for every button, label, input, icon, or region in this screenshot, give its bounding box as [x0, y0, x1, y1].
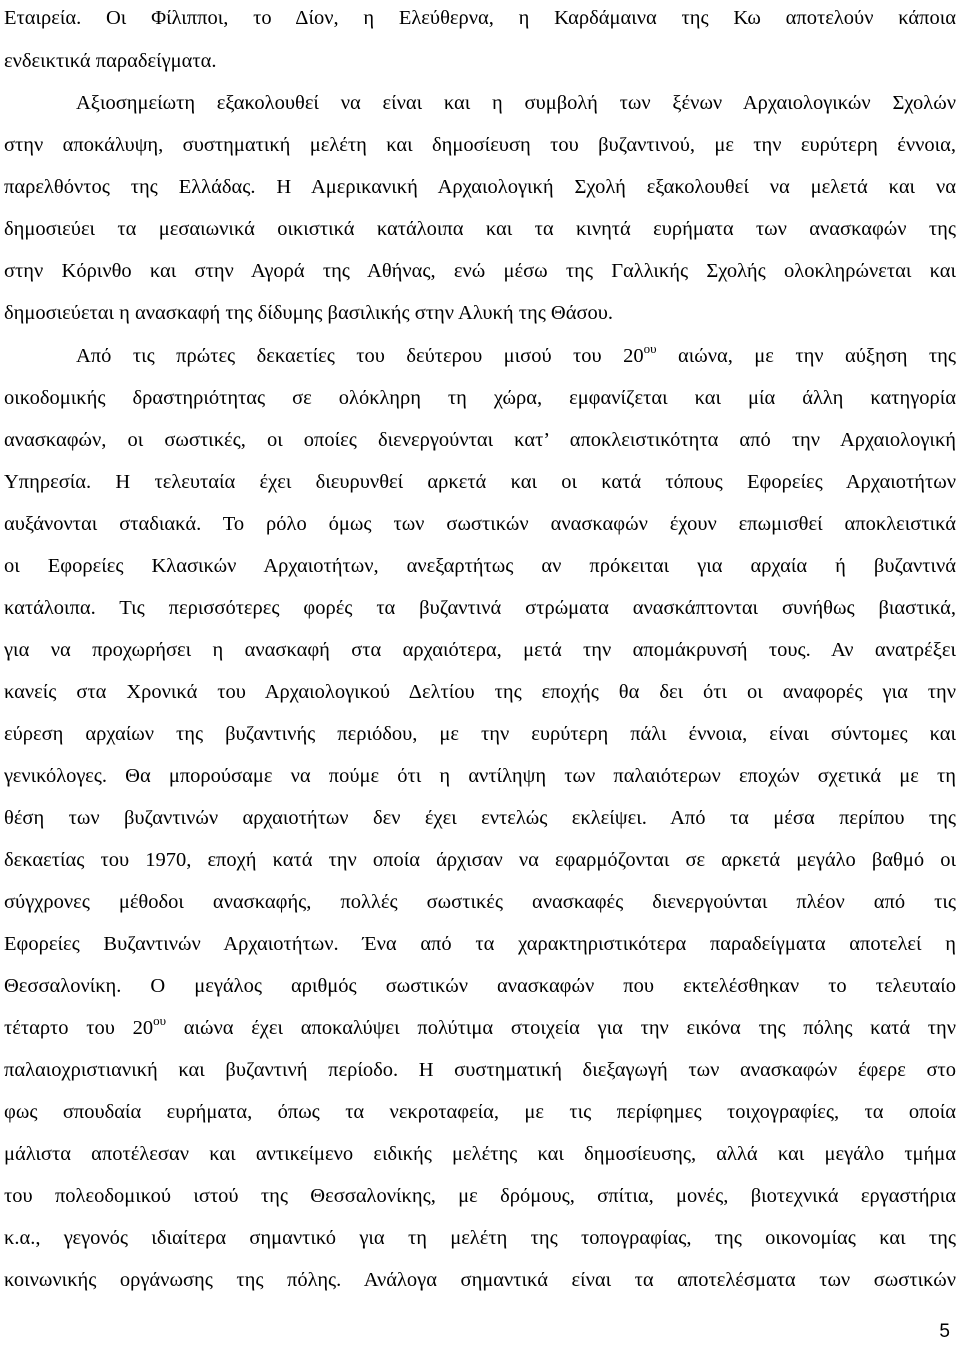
text-fragment: Από τις πρώτες δεκαετίες του δεύτερου μισού του 20	[76, 345, 644, 367]
text-line: για να προχωρήσει η ανασκαφή στα αρχαιότερα, μετά την απομάκρυνσή τους. Αν ανατρέξει	[4, 639, 956, 661]
text-fragment: τέταρτο του 20	[4, 1017, 154, 1039]
text-line: ενδεικτικά παραδείγματα.	[4, 50, 217, 72]
text-line: δημοσιεύεται η ανασκαφή της δίδυμης βασιλικής στην Αλυκή της Θάσου.	[4, 302, 614, 324]
text-line: γενικόλογες. Θα μπορούσαμε να πούμε ότι η αντίληψη των παλαιότερων εποχών σχετικά με τη	[4, 765, 956, 787]
superscript: ου	[643, 341, 657, 356]
text-line: κοινωνικής οργάνωσης της πόλης. Ανάλογα σημαντικά είναι τα αποτελέσματα των σωστικών	[4, 1269, 956, 1291]
text-line: σύγχρονες μέθοδοι ανασκαφής, πολλές σωστικές ανασκαφές διενεργούνται πλέον από τις	[4, 891, 956, 913]
text-line: ανασκαφών, οι σωστικές, οι οποίες διενεργούνται κατ’ αποκλειστικότητα από την Αρχαιολογική	[4, 429, 956, 451]
text-line: κανείς στα Χρονικά του Αρχαιολογικού Δελτίου της εποχής θα δει ότι οι αναφορές για την	[4, 681, 956, 703]
text-line: Εταιρεία. Οι Φίλιπποι, το Δίον, η Ελεύθερνα, η Καρδάμαινα της Κω αποτελούν κάποια	[4, 7, 956, 29]
text-line: φως σπουδαία ευρήματα, όπως τα νεκροταφεία, με τις περίφημες τοιχογραφίες, τα οποία	[4, 1101, 956, 1123]
text-line: στην αποκάλυψη, συστηματική μελέτη και δημοσίευση του βυζαντινού, με την ευρύτερη έννοια,	[4, 134, 956, 156]
text-line: Εφορείες Βυζαντινών Αρχαιοτήτων. Ένα από τα χαρακτηριστικότερα παραδείγματα αποτελεί η	[4, 933, 956, 955]
text-line: εύρεση αρχαίων της βυζαντινής περιόδου, με την ευρύτερη πάλι έννοια, είναι σύντομες και	[4, 723, 956, 745]
text-fragment: αιώνα έχει αποκαλύψει πολύτιμα στοιχεία για την εικόνα της πόλης κατά την	[166, 1017, 956, 1039]
text-line: στην Κόρινθο και στην Αγορά της Αθήνας, ενώ μέσω της Γαλλικής Σχολής ολοκληρώνεται και	[4, 260, 956, 282]
text-line: Θεσσαλονίκη. Ο μεγάλος αριθμός σωστικών ανασκαφών που εκτελέσθηκαν το τελευταίο	[4, 975, 956, 997]
text-line: Υπηρεσία. Η τελευταία έχει διευρυνθεί αρκετά και οι κατά τόπους Εφορείες Αρχαιοτήτων	[4, 471, 956, 493]
text-line: παλαιοχριστιανική και βυζαντινή περίοδο. Η συστηματική διεξαγωγή των ανασκαφών έφερε στο	[4, 1059, 956, 1081]
text-line	[4, 1013, 956, 1043]
text-line: οι Εφορείες Κλασικών Αρχαιοτήτων, ανεξαρτήτως αν πρόκειται για αρχαία ή βυζαντινά	[4, 555, 956, 577]
text-line: δημοσιεύει τα μεσαιωνικά οικιστικά κατάλοιπα και τα κινητά ευρήματα των ανασκαφών της	[4, 218, 956, 240]
page-number: 5	[939, 1321, 950, 1342]
text-line: του πολεοδομικού ιστού της Θεσσαλονίκης, με δρόμους, σπίτια, μονές, βιοτεχνικά εργαστήρια	[4, 1185, 956, 1207]
text-line: κατάλοιπα. Τις περισσότερες φορές τα βυζαντινά στρώματα ανασκάπτονται συνήθως βιαστικά,	[4, 597, 956, 619]
text-line: αυξάνονται σταδιακά. Το ρόλο όμως των σωστικών ανασκαφών έχουν επωμισθεί αποκλειστικά	[4, 513, 956, 535]
text-line: δεκαετίας του 1970, εποχή κατά την οποία άρχισαν να εφαρμόζονται σε αρκετά μεγάλο βαθμό οι	[4, 849, 956, 871]
text-fragment: αιώνα, με την αύξηση της	[656, 345, 956, 367]
text-line: μάλιστα αποτέλεσαν και αντικείμενο ειδικής μελέτης και δημοσίευσης, αλλά και μεγάλο τμήμα	[4, 1143, 956, 1165]
text-line: κ.α., γεγονός ιδιαίτερα σημαντικό για τη μελέτη της τοπογραφίας, της οικονομίας και της	[4, 1227, 956, 1249]
text-line: Αξιοσημείωτη εξακολουθεί να είναι και η συμβολή των ξένων Αρχαιολογικών Σχολών	[76, 92, 956, 114]
text-line: παρελθόντος της Ελλάδας. Η Αμερικανική Αρχαιολογική Σχολή εξακολουθεί να μελετά και να	[4, 176, 956, 198]
text-line: οικοδομικής δραστηριότητας σε ολόκληρη τη χώρα, εμφανίζεται και μία άλλη κατηγορία	[4, 387, 956, 409]
superscript: ου	[153, 1013, 167, 1028]
text-line	[76, 341, 956, 371]
text-line: θέση των βυζαντινών αρχαιοτήτων δεν έχει εντελώς εκλείψει. Από τα μέσα περίπου της	[4, 807, 956, 829]
